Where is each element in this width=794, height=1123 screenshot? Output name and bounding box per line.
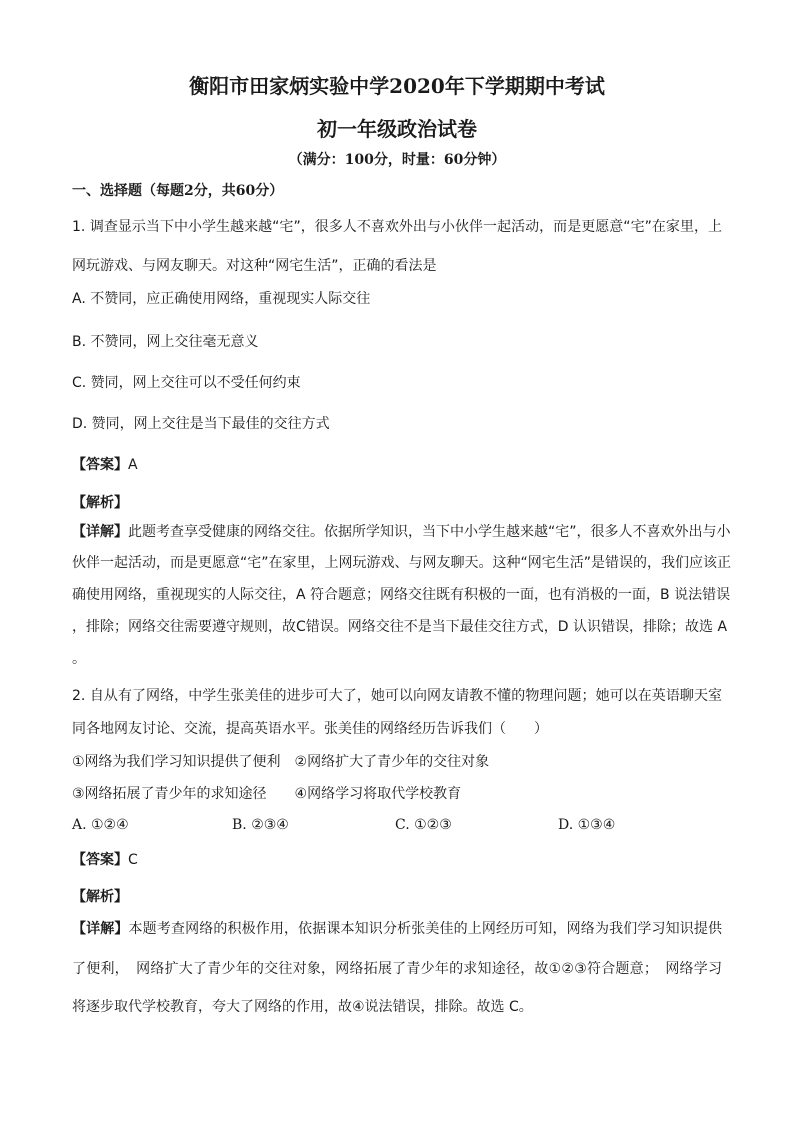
- q1-detail-line-4: ，排除；网络交往需要遵守规则，故C错误。网络交往不是当下最佳交往方式，D 认识错误，排除；故选 A: [72, 619, 728, 635]
- q2-option-a: A. ①②④: [72, 817, 129, 833]
- answer-value: A: [128, 457, 138, 473]
- q1-stem-line-1: 1. 调查显示当下中小学生越来越“宅”，很多人不喜欢外出与小伙伴一起活动，而是更愿意“宅”在家里，上: [72, 219, 722, 235]
- detail-tag: 【详解】: [72, 524, 128, 540]
- q2-stem-line-2: 同各地网友讨论、交流，提高英语水平。张美佳的网络经历告诉我们（ ）: [72, 721, 548, 737]
- q1-detail-line-2: 伙伴一起活动，而是更愿意“宅”在家里，上网玩游戏、与网友聊天。这种“网宅生活”是错误的，我们应该正: [72, 555, 732, 571]
- section-heading: 一、选择题（每题2分，共60分）: [72, 183, 284, 199]
- q2-statements-line-2: ③网络拓展了青少年的求知途径 ④网络学习将取代学校教育: [72, 786, 462, 802]
- q2-option-c: C. ①②③: [395, 817, 452, 833]
- exam-meta: （满分：100分，时量：60分钟）: [288, 152, 506, 168]
- q2-option-d: D. ①③④: [558, 817, 616, 833]
- q1-detail-line-5: 。: [72, 651, 86, 667]
- q2-option-b: B. ②③④: [232, 817, 289, 833]
- q1-detail-line-3: 确使用网络，重视现实的人际交往，A 符合题意；网络交往既有积极的一面，也有消极的一面，B 说法错误: [72, 587, 731, 603]
- q2-analysis-tag: 【解析】: [72, 889, 128, 905]
- exam-title: 衡阳市田家炳实验中学2020年下学期期中考试: [189, 74, 605, 98]
- q2-stem-line-1: 2. 自从有了网络，中学生张美佳的进步可大了，她可以向网友请教不懂的物理问题；她可以在英语聊天室: [72, 688, 722, 704]
- q1-analysis-tag: 【解析】: [72, 495, 128, 511]
- q2-detail-line-3: 将逐步取代学校教育，夸大了网络的作用，故④说法错误，排除。故选 C。: [72, 999, 533, 1015]
- q2-answer: [72, 850, 722, 870]
- detail-tag: 【详解】: [72, 921, 129, 937]
- answer-tag: 【答案】: [72, 457, 128, 473]
- detail-text: 本题考查网络的积极作用，依据课本知识分析张美佳的上网经历可知，网络为我们学习知识提供: [128, 921, 723, 937]
- q1-stem-line-2: 网玩游戏、与网友聊天。对这种“网宅生活”，正确的看法是: [72, 258, 437, 274]
- detail-text: 此题考查享受健康的网络交往。依据所学知识，当下中小学生越来越“宅”，很多人不喜欢外出与小: [128, 524, 731, 540]
- exam-subtitle: 初一年级政治试卷: [317, 117, 477, 141]
- q1-option-a: A. 不赞同，应正确使用网络，重视现实人际交往: [72, 291, 371, 307]
- q2-detail-line-1: [72, 919, 722, 939]
- q1-option-b: B. 不赞同，网上交往毫无意义: [72, 334, 259, 350]
- answer-value: C: [128, 852, 138, 868]
- answer-tag: 【答案】: [72, 852, 128, 868]
- q1-answer: [72, 455, 722, 475]
- q2-options-row: [72, 815, 722, 835]
- q2-statements-line-1: ①网络为我们学习知识提供了便利 ②网络扩大了青少年的交往对象: [72, 754, 490, 770]
- q1-option-d: D. 赞同，网上交往是当下最佳的交往方式: [72, 416, 330, 432]
- q2-detail-line-2: 了便利， 网络扩大了青少年的交往对象，网络拓展了青少年的求知途径，故①②③符合题意； 网络学习: [72, 961, 722, 977]
- q1-option-c: C. 赞同，网上交往可以不受任何约束: [72, 375, 301, 391]
- q1-detail-line-1: [72, 522, 731, 542]
